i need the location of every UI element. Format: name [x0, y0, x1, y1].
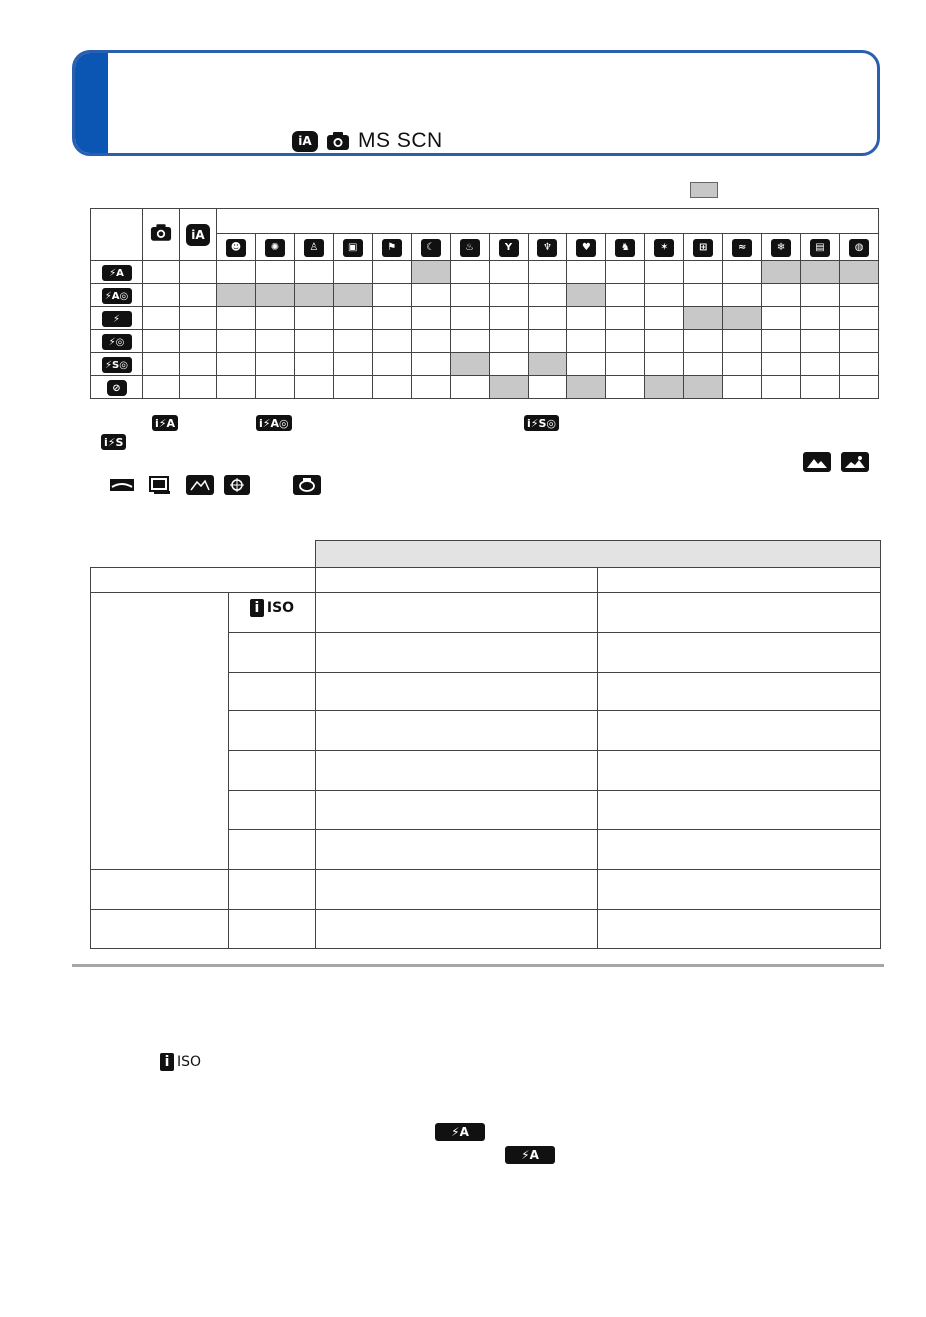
- beach-icon: ≈: [732, 239, 752, 257]
- tele-value-cell: [598, 910, 881, 949]
- scene-cell: [684, 330, 723, 353]
- tele-value-cell: [598, 751, 881, 791]
- camera-icon: [150, 223, 172, 242]
- scene-cell: [411, 353, 450, 376]
- flash-mode-icon: ⚡A◎: [102, 288, 132, 304]
- corner-cell: [91, 209, 143, 261]
- tele-value-cell: [598, 633, 881, 673]
- scene-cell: [411, 284, 450, 307]
- underwater-icon: ◍: [849, 239, 869, 257]
- flash-mode-cell: [91, 261, 143, 284]
- flash-row: [91, 353, 879, 376]
- photo-frame-icon: [147, 475, 173, 495]
- scene-cell: [411, 376, 450, 399]
- transform-icon: [293, 475, 321, 495]
- tele-header: [598, 568, 881, 593]
- scene-cell: [217, 330, 256, 353]
- scene-cell: [801, 376, 840, 399]
- scene-cell: [294, 330, 333, 353]
- col-baby: [567, 234, 606, 261]
- scene-cell: [489, 353, 528, 376]
- self-portrait-icon: ♙: [304, 239, 324, 257]
- mode-cell: [143, 261, 180, 284]
- scenery-icon: [803, 452, 831, 472]
- scene-cell: [840, 307, 879, 330]
- scene-cell: [567, 376, 606, 399]
- mode-cell: [180, 261, 217, 284]
- scene-cell: [684, 307, 723, 330]
- scene-cell: [840, 284, 879, 307]
- scene-cell: [606, 284, 645, 307]
- scene-cell: [645, 330, 684, 353]
- scene-cell: [801, 284, 840, 307]
- header-accent-bar: [75, 53, 108, 153]
- flash-mode-icon: ⚡S◎: [102, 357, 132, 373]
- scene-cell: [372, 376, 411, 399]
- sand-snow-icon: [224, 475, 250, 495]
- section-divider: [72, 964, 884, 967]
- scene-cell: [450, 376, 489, 399]
- scene-cell: [801, 261, 840, 284]
- scene-cell: [333, 353, 372, 376]
- scene-cell: [762, 307, 801, 330]
- scene-cell: [645, 261, 684, 284]
- wide-value-cell: [316, 751, 598, 791]
- col-self-portrait: [294, 234, 333, 261]
- wide-value-cell: [316, 593, 598, 633]
- scene-cell: [333, 261, 372, 284]
- col-ia: [180, 209, 217, 261]
- scene-cell: [606, 261, 645, 284]
- snow-icon: ❄: [771, 239, 791, 257]
- scene-cell: [372, 261, 411, 284]
- scene-cell: [684, 353, 723, 376]
- setting-header: [91, 568, 316, 593]
- pet-icon: ♞: [615, 239, 635, 257]
- col-portrait: [217, 234, 256, 261]
- scene-cell: [762, 330, 801, 353]
- flash-row: [91, 307, 879, 330]
- scene-cell: [450, 353, 489, 376]
- col-beach: [723, 234, 762, 261]
- scene-cell: [528, 376, 567, 399]
- scene-header: [217, 209, 879, 234]
- range-header: [316, 541, 881, 568]
- scene-cell: [489, 330, 528, 353]
- flash-range-table: [90, 540, 881, 949]
- wide-header: [316, 568, 598, 593]
- scene-cell: [723, 284, 762, 307]
- scene-cell: [255, 330, 294, 353]
- mode-cell: [91, 910, 229, 949]
- col-underwater: [840, 234, 879, 261]
- intelligent-auto-icon: iA: [292, 131, 318, 152]
- scene-cell: [450, 307, 489, 330]
- mode-cell: [143, 284, 180, 307]
- mode-cell: [180, 353, 217, 376]
- scene-cell: [489, 376, 528, 399]
- scene-cell: [528, 284, 567, 307]
- flash-mode-cell: [91, 330, 143, 353]
- iso-cell: [229, 830, 316, 870]
- i-flash-slow-redeye-icon: i⚡S◎: [524, 415, 559, 431]
- flash-row: [91, 376, 879, 399]
- col-pet: [606, 234, 645, 261]
- iso-cell: [229, 751, 316, 791]
- scene-cell: [606, 330, 645, 353]
- flash-auto-icon: ⚡A: [505, 1146, 555, 1164]
- blank-corner-2: [229, 541, 316, 568]
- flash-mode-icon: ⊘: [107, 380, 127, 396]
- wide-value-cell: [316, 711, 598, 751]
- photo-frame-icon: ▤: [810, 239, 830, 257]
- night-scenery-icon: [841, 452, 869, 472]
- scene-cell: [606, 376, 645, 399]
- candle-light-icon: ♆: [537, 239, 557, 257]
- scene-cell: [684, 284, 723, 307]
- scene-cell: [217, 376, 256, 399]
- scene-cell: [489, 307, 528, 330]
- scene-cell: [723, 261, 762, 284]
- scene-cell: [294, 307, 333, 330]
- mode-cell: [143, 307, 180, 330]
- scene-cell: [255, 376, 294, 399]
- scene-cell: [372, 284, 411, 307]
- flash-mode-cell: [91, 376, 143, 399]
- tele-value-cell: [598, 593, 881, 633]
- col-sunset: [645, 234, 684, 261]
- col-night-portrait: [411, 234, 450, 261]
- scene-cell: [567, 307, 606, 330]
- scenery-icon: ▣: [343, 239, 363, 257]
- col-photo-frame: [801, 234, 840, 261]
- iso-cell: [229, 910, 316, 949]
- scene-cell: [606, 307, 645, 330]
- scene-cell: [840, 261, 879, 284]
- col-camera: [143, 209, 180, 261]
- scene-cell: [840, 353, 879, 376]
- scene-cell: [255, 284, 294, 307]
- scene-cell: [372, 307, 411, 330]
- scene-cell: [217, 261, 256, 284]
- flash-row: [91, 330, 879, 353]
- col-soft-skin: [255, 234, 294, 261]
- iso-cell: [229, 870, 316, 910]
- iso-cell: [229, 633, 316, 673]
- night-portrait-icon: ☾: [421, 239, 441, 257]
- scene-cell: [645, 307, 684, 330]
- mode-cell: [143, 376, 180, 399]
- mode-cell: [91, 870, 229, 910]
- tele-value-cell: [598, 830, 881, 870]
- panorama-icon: [108, 475, 136, 495]
- scene-cell: [450, 284, 489, 307]
- scene-cell: [411, 261, 450, 284]
- scene-cell: [567, 284, 606, 307]
- scene-cell: [217, 307, 256, 330]
- col-high-sensitivity: [684, 234, 723, 261]
- i-flash-slow-icon: i⚡S: [101, 434, 126, 450]
- wide-value-cell: [316, 791, 598, 830]
- col-snow: [762, 234, 801, 261]
- scene-cell: [840, 330, 879, 353]
- scene-cell: [723, 353, 762, 376]
- wide-value-cell: [316, 633, 598, 673]
- scene-cell: [645, 284, 684, 307]
- flash-row: [91, 261, 879, 284]
- scene-cell: [489, 284, 528, 307]
- col-candle-light: [528, 234, 567, 261]
- scene-cell: [255, 353, 294, 376]
- i-flash-auto-redeye-icon: i⚡A◎: [256, 415, 292, 431]
- iso-label: ISO: [266, 600, 295, 616]
- baby-icon: ♥: [576, 239, 596, 257]
- soft-skin-icon: ✺: [265, 239, 285, 257]
- intelligent-auto-icon: iA: [186, 224, 210, 246]
- scene-cell: [723, 330, 762, 353]
- flash-mode-cell: [91, 353, 143, 376]
- flash-mode-cell: [91, 284, 143, 307]
- scene-cell: [528, 261, 567, 284]
- scene-cell: [255, 307, 294, 330]
- scene-cell: [217, 284, 256, 307]
- scene-cell: [645, 376, 684, 399]
- iso-label: ISO: [177, 1054, 202, 1070]
- iso-cell: [229, 711, 316, 751]
- iso-cell: [229, 791, 316, 830]
- scene-cell: [684, 261, 723, 284]
- scene-cell: [762, 261, 801, 284]
- wide-value-cell: [316, 870, 598, 910]
- scene-cell: [450, 330, 489, 353]
- pin-hole-icon: [186, 475, 214, 495]
- col-scenery: [333, 234, 372, 261]
- scene-cell: [333, 284, 372, 307]
- flash-mode-icon: ⚡A: [102, 265, 132, 281]
- scene-cell: [411, 307, 450, 330]
- intelligent-iso-icon: i: [250, 599, 264, 617]
- scene-cell: [801, 353, 840, 376]
- scene-cell: [762, 376, 801, 399]
- scene-cell: [372, 330, 411, 353]
- intelligent-iso-icon: i: [160, 1053, 174, 1071]
- tele-value-cell: [598, 870, 881, 910]
- camera-icon: [325, 131, 351, 152]
- scene-cell: [684, 376, 723, 399]
- scene-cell: [333, 307, 372, 330]
- col-sports: [372, 234, 411, 261]
- flash-mode-icon: ⚡: [102, 311, 132, 327]
- iso-cell: [229, 673, 316, 711]
- high-sensitivity-icon: ⊞: [693, 239, 713, 257]
- scene-cell: [217, 353, 256, 376]
- sports-icon: ⚑: [382, 239, 402, 257]
- mode-cell: [180, 376, 217, 399]
- gray-legend-swatch: [690, 182, 718, 198]
- portrait-icon: ☻: [226, 239, 246, 257]
- mode-cell: [143, 330, 180, 353]
- i-flash-auto-icon: i⚡A: [152, 415, 178, 431]
- flash-auto-icon: ⚡A: [435, 1123, 485, 1141]
- tele-value-cell: [598, 673, 881, 711]
- scene-cell: [762, 284, 801, 307]
- wide-value-cell: [316, 673, 598, 711]
- scene-cell: [255, 261, 294, 284]
- scene-cell: [489, 261, 528, 284]
- scene-cell: [294, 284, 333, 307]
- scene-cell: [606, 353, 645, 376]
- scene-cell: [450, 261, 489, 284]
- scene-cell: [333, 330, 372, 353]
- flash-row: [91, 284, 879, 307]
- scene-cell: [294, 376, 333, 399]
- mode-cell: [180, 284, 217, 307]
- flash-mode-cell: [91, 307, 143, 330]
- tele-value-cell: [598, 711, 881, 751]
- scene-cell: [567, 330, 606, 353]
- scene-cell: [372, 353, 411, 376]
- food-icon: ♨: [460, 239, 480, 257]
- intelligent-iso-cell: [229, 593, 316, 633]
- col-party: [489, 234, 528, 261]
- scene-cell: [411, 330, 450, 353]
- scene-cell: [723, 307, 762, 330]
- scene-cell: [567, 353, 606, 376]
- intelligent-iso-note: [160, 1053, 201, 1071]
- scene-cell: [801, 307, 840, 330]
- sensitivity-group-cell: [91, 593, 229, 870]
- scene-cell: [528, 353, 567, 376]
- mode-cell: [180, 330, 217, 353]
- scene-cell: [801, 330, 840, 353]
- scene-cell: [723, 376, 762, 399]
- mode-icons: [292, 129, 443, 153]
- scene-cell: [762, 353, 801, 376]
- sunset-icon: ✶: [654, 239, 674, 257]
- mode-cell: [180, 307, 217, 330]
- party-icon: Y: [499, 239, 519, 257]
- blank-corner: [91, 541, 229, 568]
- flash-mode-icon: ⚡◎: [102, 334, 132, 350]
- scene-cell: [840, 376, 879, 399]
- scene-cell: [333, 376, 372, 399]
- mode-text: MS SCN: [358, 129, 443, 152]
- scene-cell: [528, 307, 567, 330]
- scene-cell: [294, 261, 333, 284]
- wide-value-cell: [316, 910, 598, 949]
- mode-cell: [143, 353, 180, 376]
- scene-cell: [567, 261, 606, 284]
- tele-value-cell: [598, 791, 881, 830]
- scene-cell: [645, 353, 684, 376]
- wide-value-cell: [316, 830, 598, 870]
- flash-availability-table: [90, 208, 879, 399]
- section-header: [72, 50, 880, 156]
- col-food: [450, 234, 489, 261]
- scene-cell: [528, 330, 567, 353]
- scene-cell: [294, 353, 333, 376]
